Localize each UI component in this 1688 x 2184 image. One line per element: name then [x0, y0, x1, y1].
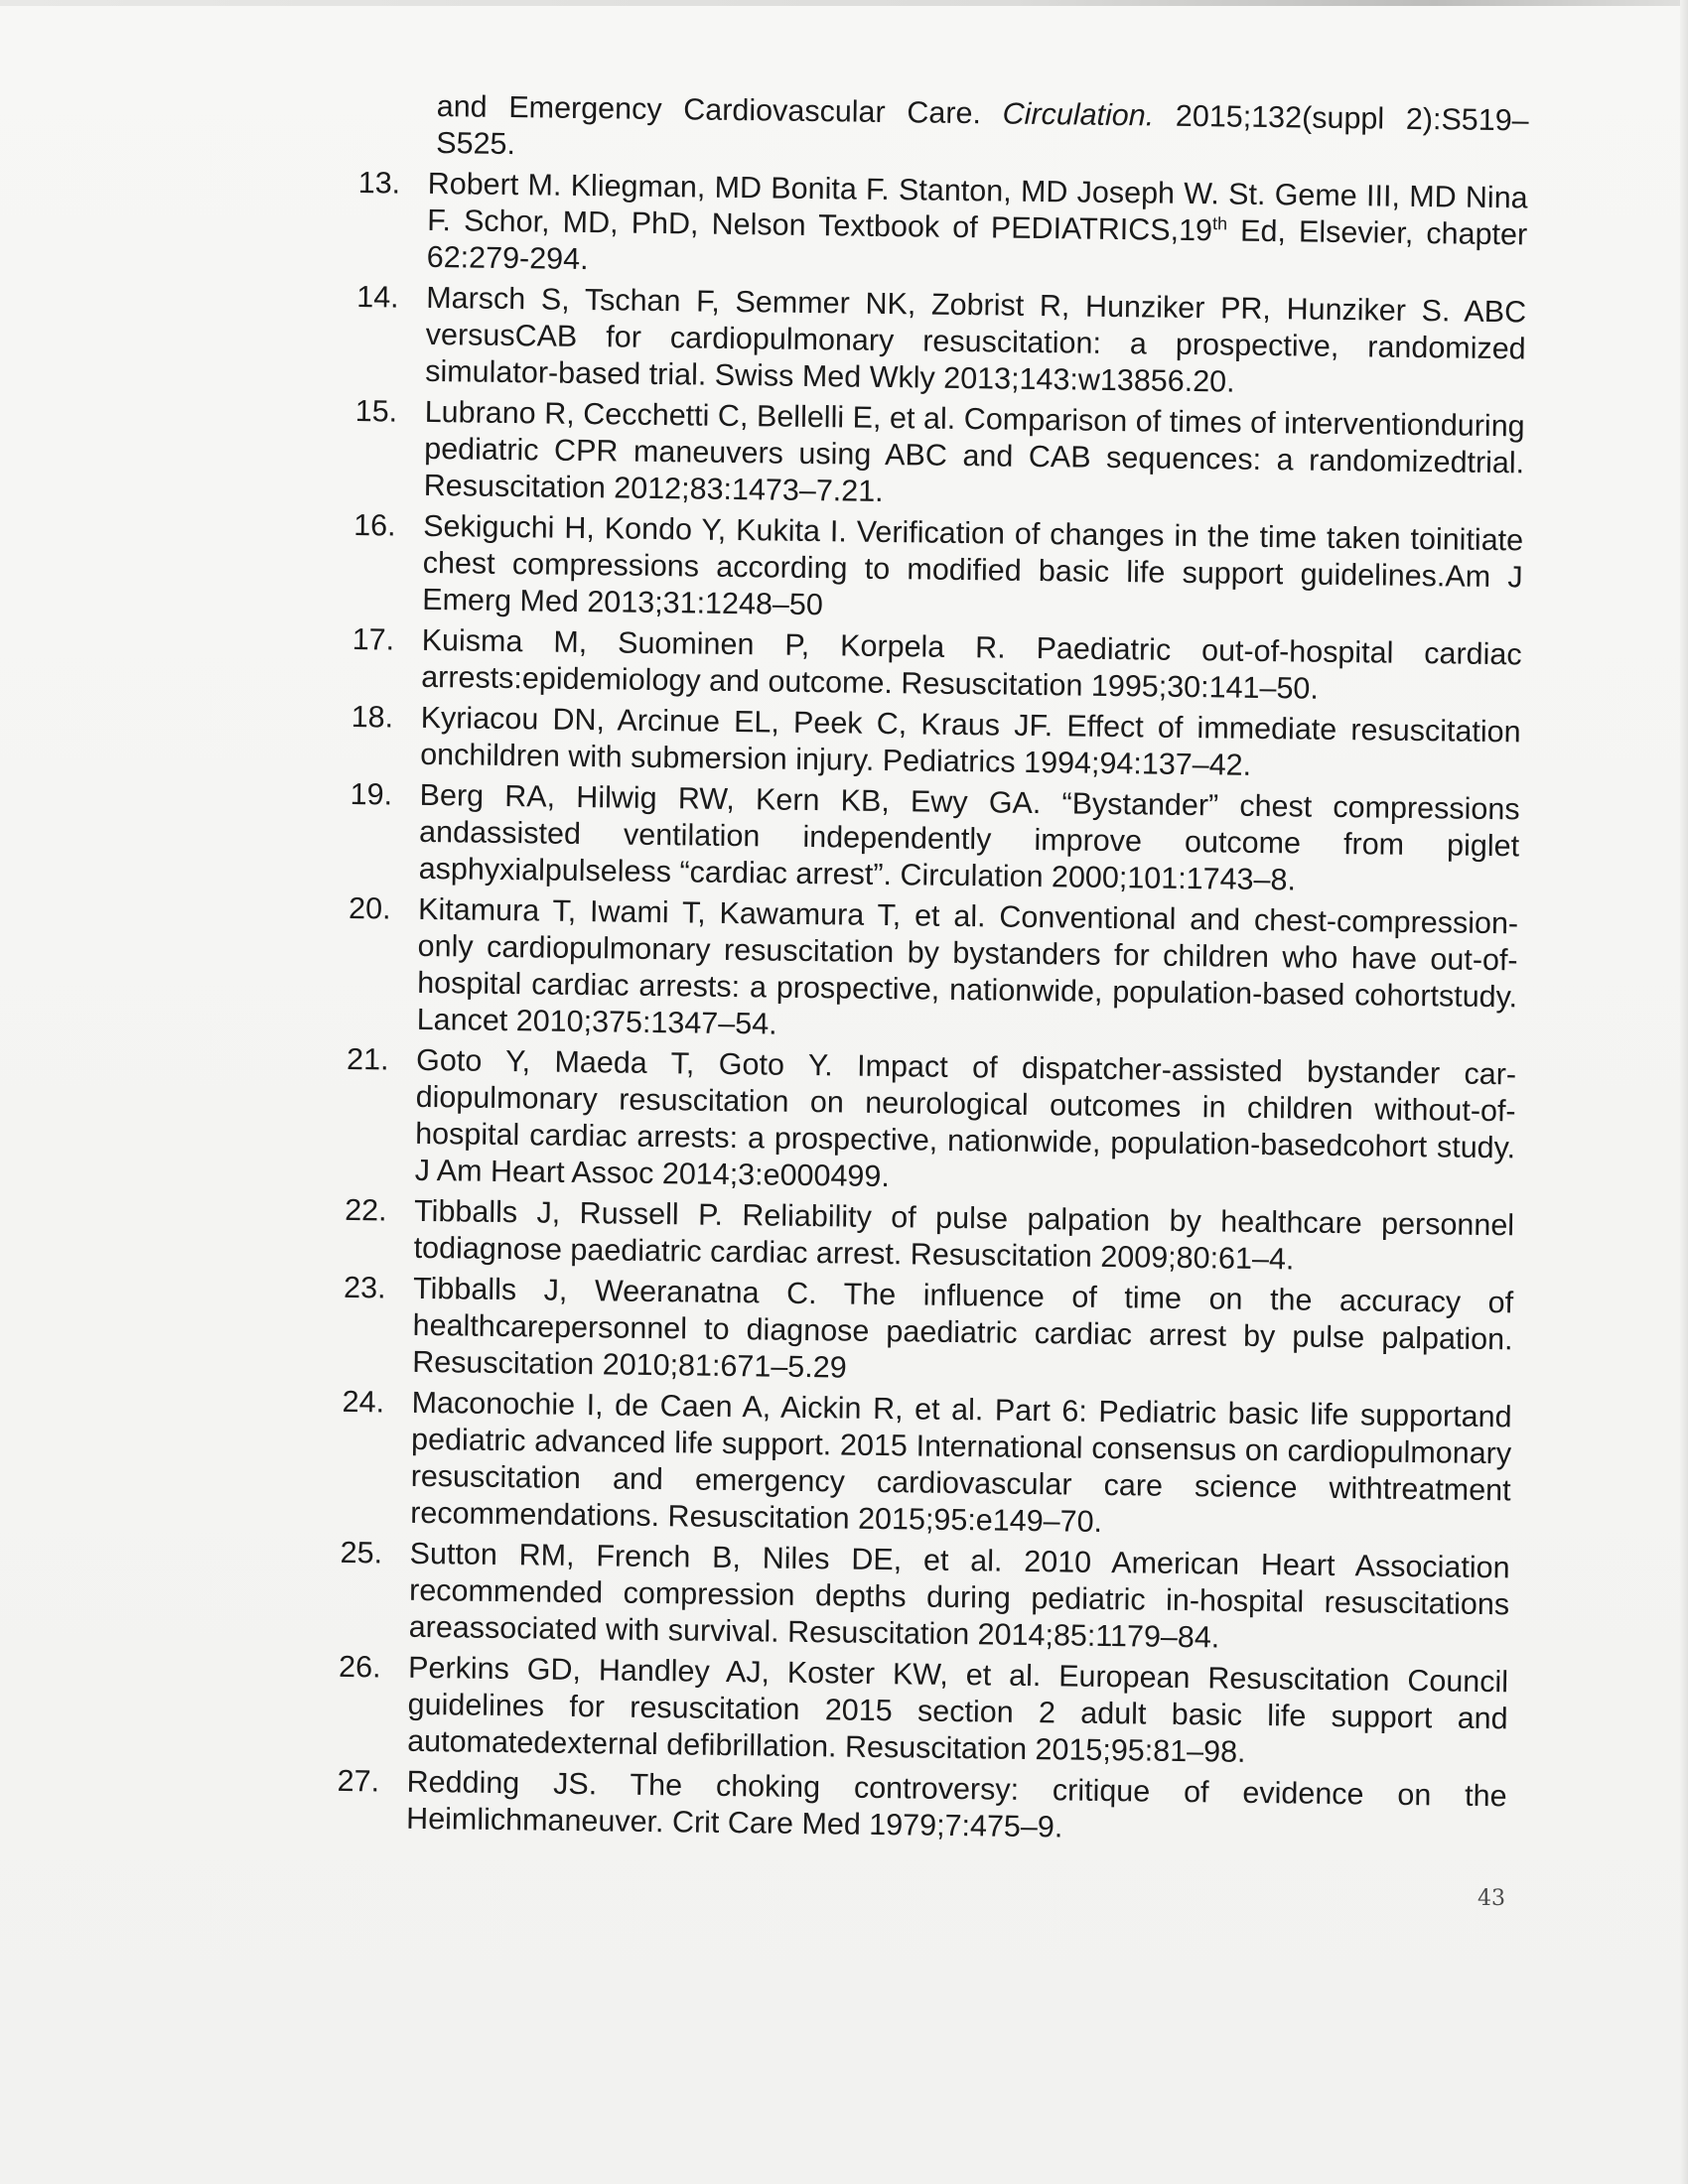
reference-item-19: [347, 776, 1519, 901]
reference-item-23: [341, 1270, 1513, 1395]
reference-text: Tibballs J, Russell P. Reliability of pulse palpation by healthcare personnel todiagnose paediatric cardiac arrest. Resuscitation 2009;80:61–4.: [413, 1193, 1515, 1277]
reference-text: Sutton RM, French B, Niles DE, et al. 2010 American Heart Association recommended compression depths during pediatric in-hospital resuscitations areassociated with survival. Resuscitation 2014;85:1179–84.: [408, 1536, 1510, 1655]
reference-number: 16.: [353, 507, 396, 543]
reference-number: 23.: [343, 1270, 386, 1305]
reference-number: 26.: [338, 1649, 381, 1685]
reference-number: 25.: [340, 1535, 383, 1570]
reference-item-16: [351, 507, 1523, 632]
reference-item-25: [337, 1535, 1509, 1660]
reference-number: 22.: [344, 1192, 387, 1228]
reference-item-24: [339, 1384, 1512, 1546]
reference-number: 24.: [342, 1384, 385, 1420]
reference-item-26: [336, 1649, 1508, 1774]
reference-text: Perkins GD, Handley AJ, Koster KW, et al. European Resuscitation Council guidelines for resuscitation 2015 section 2 adult basic life support and automatedexternal defibrillation. Resuscitation 2015;95:81–98.: [406, 1650, 1509, 1769]
scan-edge-top: [0, 0, 1688, 6]
reference-number: 20.: [348, 890, 391, 926]
reference-text: Tibballs J, Weeranatna C. The influence of time on the accuracy of healthcarepersonnel to diagnose paediatric cardiac arrest by pulse palpation. Resuscitation 2010;81:671–5.29: [411, 1271, 1514, 1385]
reference-text: Lubrano R, Cecchetti C, Bellelli E, et al. Comparison of times of interventionduring pediatric CPR maneuvers using ABC and CAB sequences: a randomizedtrial. Resuscitation 2012;83:1473–7.21.: [423, 394, 1525, 508]
reference-text: Maconochie I, de Caen A, Aickin R, et al. Part 6: Pediatric basic life supportand pediatric advanced life support. 2015 International consensus on cardiopulmonary resuscitation and emergency cardiovascular care science withtreatment recommendations. Resuscitation 2015;95:e149–70.: [409, 1385, 1512, 1539]
reference-item-15: [352, 393, 1525, 518]
reference-text: Kyriacou DN, Arcinue EL, Peek C, Kraus JF. Effect of immediate resuscitation onchildren with submersion injury. Pediatrics 1994;94:137–42.: [419, 700, 1521, 782]
reference-text: Kitamura T, Iwami T, Kawamura T, et al. Conventional and chest-compression-only cardiopulmonary resuscitation by bystanders for children who have out-of-hospital cardiac arrests: a prospective, nationwide, population-based cohortstudy. Lancet 2010;375:1347–54.: [416, 891, 1519, 1041]
reference-text: Robert M. Kliegman, MD Bonita F. Stanton, MD Joseph W. St. Geme III, MD Nina F. Schor, MD, PhD, Nelson Textbook of PEDIATRICS,19th Ed, Elsevier, chapter 62:279-294.: [426, 166, 1528, 277]
reference-item-17: [350, 621, 1522, 710]
reference-item-18: [349, 699, 1521, 787]
reference-item-continued: [356, 87, 1529, 176]
reference-number: 19.: [350, 776, 393, 812]
reference-number: 17.: [352, 621, 395, 657]
reference-list: [335, 87, 1529, 1855]
reference-number: 13.: [357, 166, 401, 201]
reference-number: 14.: [356, 280, 399, 315]
reference-text: Sekiguchi H, Kondo Y, Kukita I. Verification of changes in the time taken toinitiate chest compressions according to modified basic life support guidelines.Am J Emerg Med 2013;31:1248–50: [422, 508, 1524, 622]
reference-text: and Emergency Cardiovascular Care. Circulation. 2015;132(suppl 2):S519–S525.: [436, 89, 1529, 162]
reference-item-13: [355, 165, 1528, 290]
reference-text: Goto Y, Maeda T, Goto Y. Impact of dispatcher-assisted bystander car-diopulmonary resuscitation on neurological outcomes in children without-of-hospital cardiac arrests: a prospective, nationwide, population-basedcohort study. J Am Heart Assoc 2014;3:e000499.: [414, 1042, 1517, 1194]
reference-item-20: [345, 890, 1518, 1052]
reference-item-21: [343, 1041, 1516, 1203]
scan-edge-right: [1680, 0, 1688, 2184]
reference-text: Kuisma M, Suominen P, Korpela R. Paediatric out-of-hospital cardiac arrests:epidemiology and outcome. Resuscitation 1995;30:141–50.: [421, 622, 1522, 706]
reference-text: Redding JS. The choking controversy: critique of evidence on the Heimlichmaneuver. Crit Care Med 1979;7:475–9.: [405, 1764, 1507, 1844]
reference-item-22: [342, 1192, 1514, 1281]
reference-number: 27.: [337, 1763, 380, 1799]
reference-text: Berg RA, Hilwig RW, Kern KB, Ewy GA. “Bystander” chest compressions andassisted ventilation independently improve outcome from piglet asphyxialpulseless “cardiac arrest”. Circulation 2000;101:1743–8.: [418, 777, 1520, 897]
reference-number: 18.: [351, 699, 394, 735]
page-number: 43: [1477, 1886, 1505, 1911]
reference-item-14: [353, 279, 1526, 404]
reference-item-27: [335, 1763, 1507, 1851]
reference-number: 21.: [346, 1041, 389, 1077]
reference-number: 15.: [354, 393, 398, 429]
reference-text: Marsch S, Tschan F, Semmer NK, Zobrist R, Hunziker PR, Hunziker S. ABC versusCAB for cardiopulmonary resuscitation: a prospective, randomized simulator-based trial. Swiss Med Wkly 2013;143:w13856.20.: [425, 280, 1527, 399]
